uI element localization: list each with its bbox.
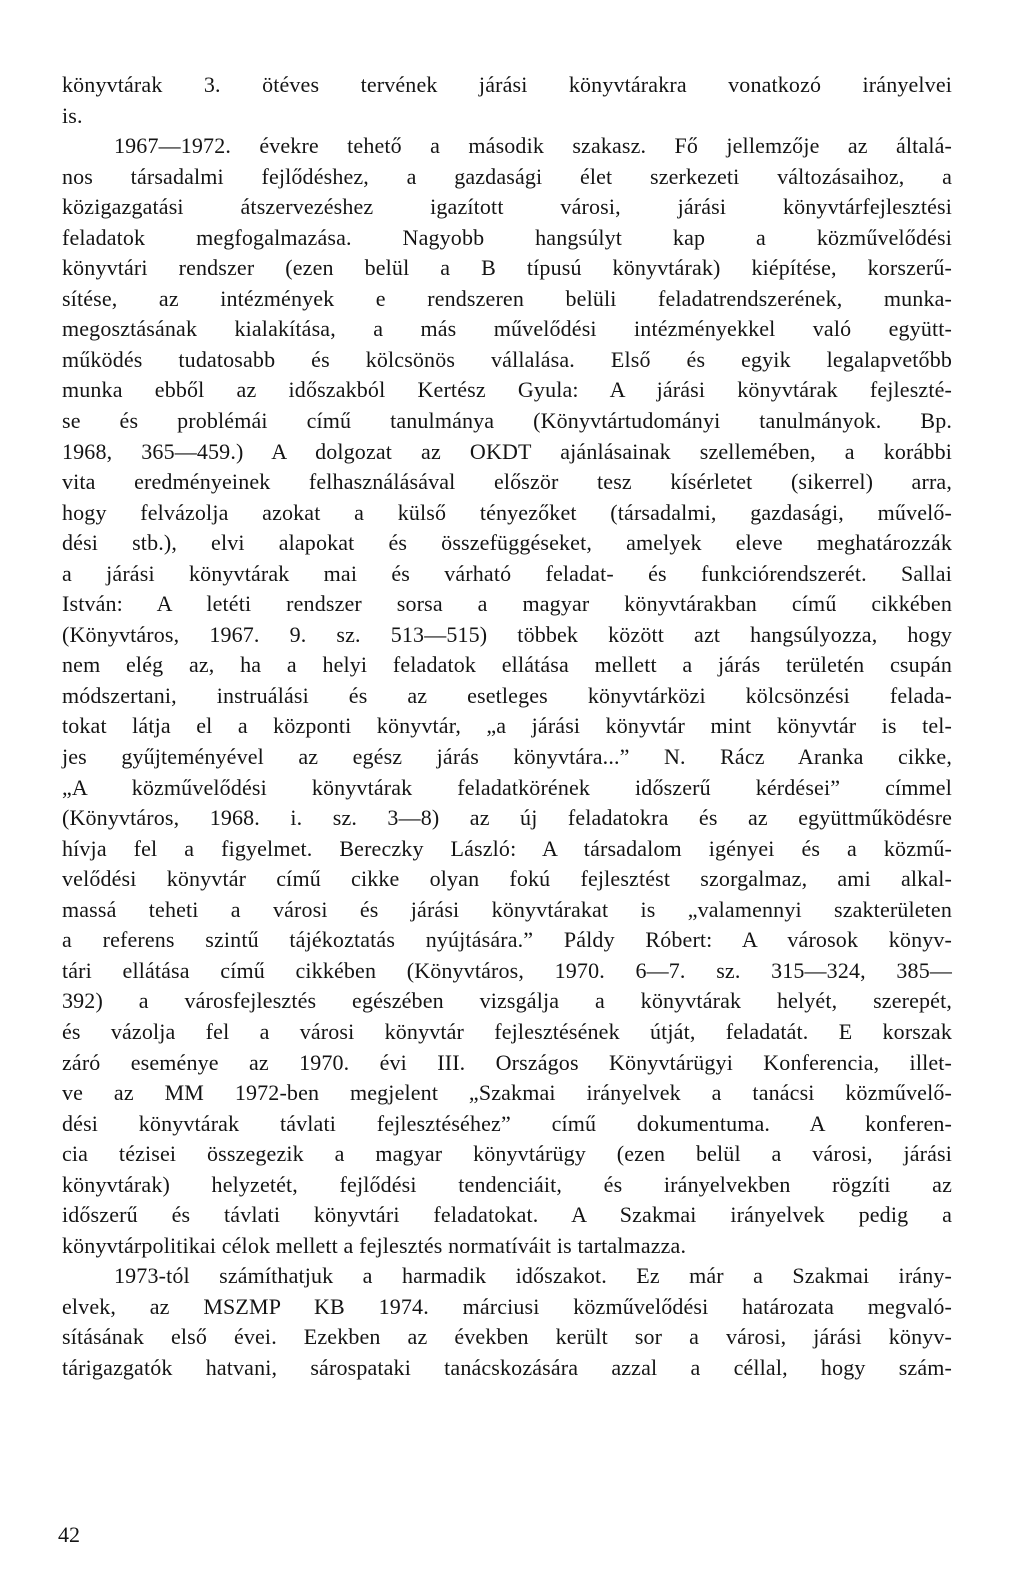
text-line: időszerű és távlati könyvtári feladatokat. A Szakmai irányelvek pedig a [62, 1202, 952, 1228]
text-line: dési stb.), elvi alapokat és összefüggéseket, amelyek eleve meghatározzák [62, 530, 952, 556]
text-line: nos társadalmi fejlődéshez, a gazdasági élet szerkezeti változásaihoz, a [62, 163, 952, 189]
text-line: záró eseménye az 1970. évi III. Országos Könyvtárügyi Konferencia, illet- [62, 1049, 952, 1075]
text-line: massá teheti a városi és járási könyvtárakat is „valamennyi szakterületen [62, 896, 952, 922]
text-line: 1973-tól számíthatjuk a harmadik időszakot. Ez már a Szakmai irány- [114, 1263, 952, 1289]
body-text [62, 70, 952, 1384]
text-line: vita eredményeinek felhasználásával először tesz kísérletet (sikerrel) arra, [62, 469, 952, 495]
text-line: is. [62, 102, 83, 128]
text-line: „A közművelődési könyvtárak feladatkörének időszerű kérdései” címmel [62, 774, 952, 800]
text-line: hogy felvázolja azokat a külső tényezőket (társadalmi, gazdasági, művelő- [62, 499, 952, 525]
page-number: 42 [58, 1522, 80, 1547]
text-line: könyvtárak 3. ötéves tervének járási könyvtárakra vonatkozó irányelvei [62, 72, 952, 97]
text-line: könyvtári rendszer (ezen belül a B típusú könyvtárak) kiépítése, korszerű- [62, 255, 952, 281]
text-line: feladatok megfogalmazása. Nagyobb hangsúlyt kap a közművelődési [62, 224, 952, 250]
text-line: nem elég az, ha a helyi feladatok ellátása mellett a járás területén csupán [62, 652, 952, 678]
text-line: tokat látja el a központi könyvtár, „a járási könyvtár mint könyvtár is tel- [62, 713, 952, 739]
text-line: dési könyvtárak távlati fejlesztéséhez” című dokumentuma. A konferen- [62, 1110, 952, 1136]
text-line: módszertani, instruálási és az esetleges könyvtárközi kölcsönzési felada- [62, 682, 952, 708]
text-line: a járási könyvtárak mai és várható feladat- és funkciórendszerét. Sallai [62, 560, 952, 586]
text-line: könyvtárpolitikai célok mellett a fejlesztés normatíváit is tartalmazza. [62, 1232, 687, 1258]
text-line: 392) a városfejlesztés egészében vizsgálja a könyvtárak helyét, szerepét, [62, 988, 952, 1014]
text-line: a referens szintű tájékoztatás nyújtására.” Páldy Róbert: A városok könyv- [62, 927, 952, 953]
text-line: István: A letéti rendszer sorsa a magyar könyvtárakban című cikkében [62, 591, 952, 617]
text-line: működés tudatosabb és kölcsönös vállalása. Első és egyik legalapvetőbb [62, 346, 952, 372]
text-line: és vázolja fel a városi könyvtár fejlesztésének útját, feladatát. E korszak [62, 1018, 952, 1044]
text-line: 1967—1972. évekre tehető a második szakasz. Fő jellemzője az általá- [114, 133, 952, 159]
text-line: hívja fel a figyelmet. Bereczky László: A társadalom igényei és a közmű- [62, 835, 952, 861]
text-line: 1968, 365—459.) A dolgozat az OKDT ajánlásainak szellemében, a korábbi [62, 438, 952, 464]
text-line: jes gyűjteményével az egész járás könyvtára...” N. Rácz Aranka cikke, [62, 744, 952, 770]
text-line: se és problémái című tanulmánya (Könyvtártudományi tanulmányok. Bp. [62, 408, 952, 434]
text-line: velődési könyvtár című cikke olyan fokú fejlesztést szorgalmaz, ami alkal- [62, 866, 952, 892]
text-line: elvek, az MSZMP KB 1974. márciusi közművelődési határozata megvaló- [62, 1293, 952, 1319]
text-line: tári ellátása című cikkében (Könyvtáros, 1970. 6—7. sz. 315—324, 385— [62, 957, 952, 983]
text-line: ve az MM 1972-ben megjelent „Szakmai irányelvek a tanácsi közművelő- [62, 1080, 952, 1106]
text-line: sítése, az intézmények e rendszeren belüli feladatrendszerének, munka- [62, 285, 952, 311]
text-line: sításának első évei. Ezekben az években került sor a városi, járási könyv- [62, 1324, 952, 1350]
text-line: cia tézisei összegezik a magyar könyvtárügy (ezen belül a városi, járási [62, 1141, 952, 1167]
text-line: (Könyvtáros, 1967. 9. sz. 513—515) többek között azt hangsúlyozza, hogy [62, 621, 952, 647]
text-line: közigazgatási átszervezéshez igazított városi, járási könyvtárfejlesztési [62, 194, 952, 220]
text-line: megosztásának kialakítása, a más művelődési intézményekkel való együtt- [62, 316, 952, 342]
text-line: (Könyvtáros, 1968. i. sz. 3—8) az új feladatokra és az együttműködésre [62, 805, 952, 831]
text-line: könyvtárak) helyzetét, fejlődési tendenciáit, és irányelvekben rögzíti az [62, 1171, 952, 1197]
text-line: tárigazgatók hatvani, sárospataki tanácskozására azzal a céllal, hogy szám- [62, 1354, 952, 1380]
text-line: munka ebből az időszakból Kertész Gyula: A járási könyvtárak fejleszté- [62, 377, 952, 403]
